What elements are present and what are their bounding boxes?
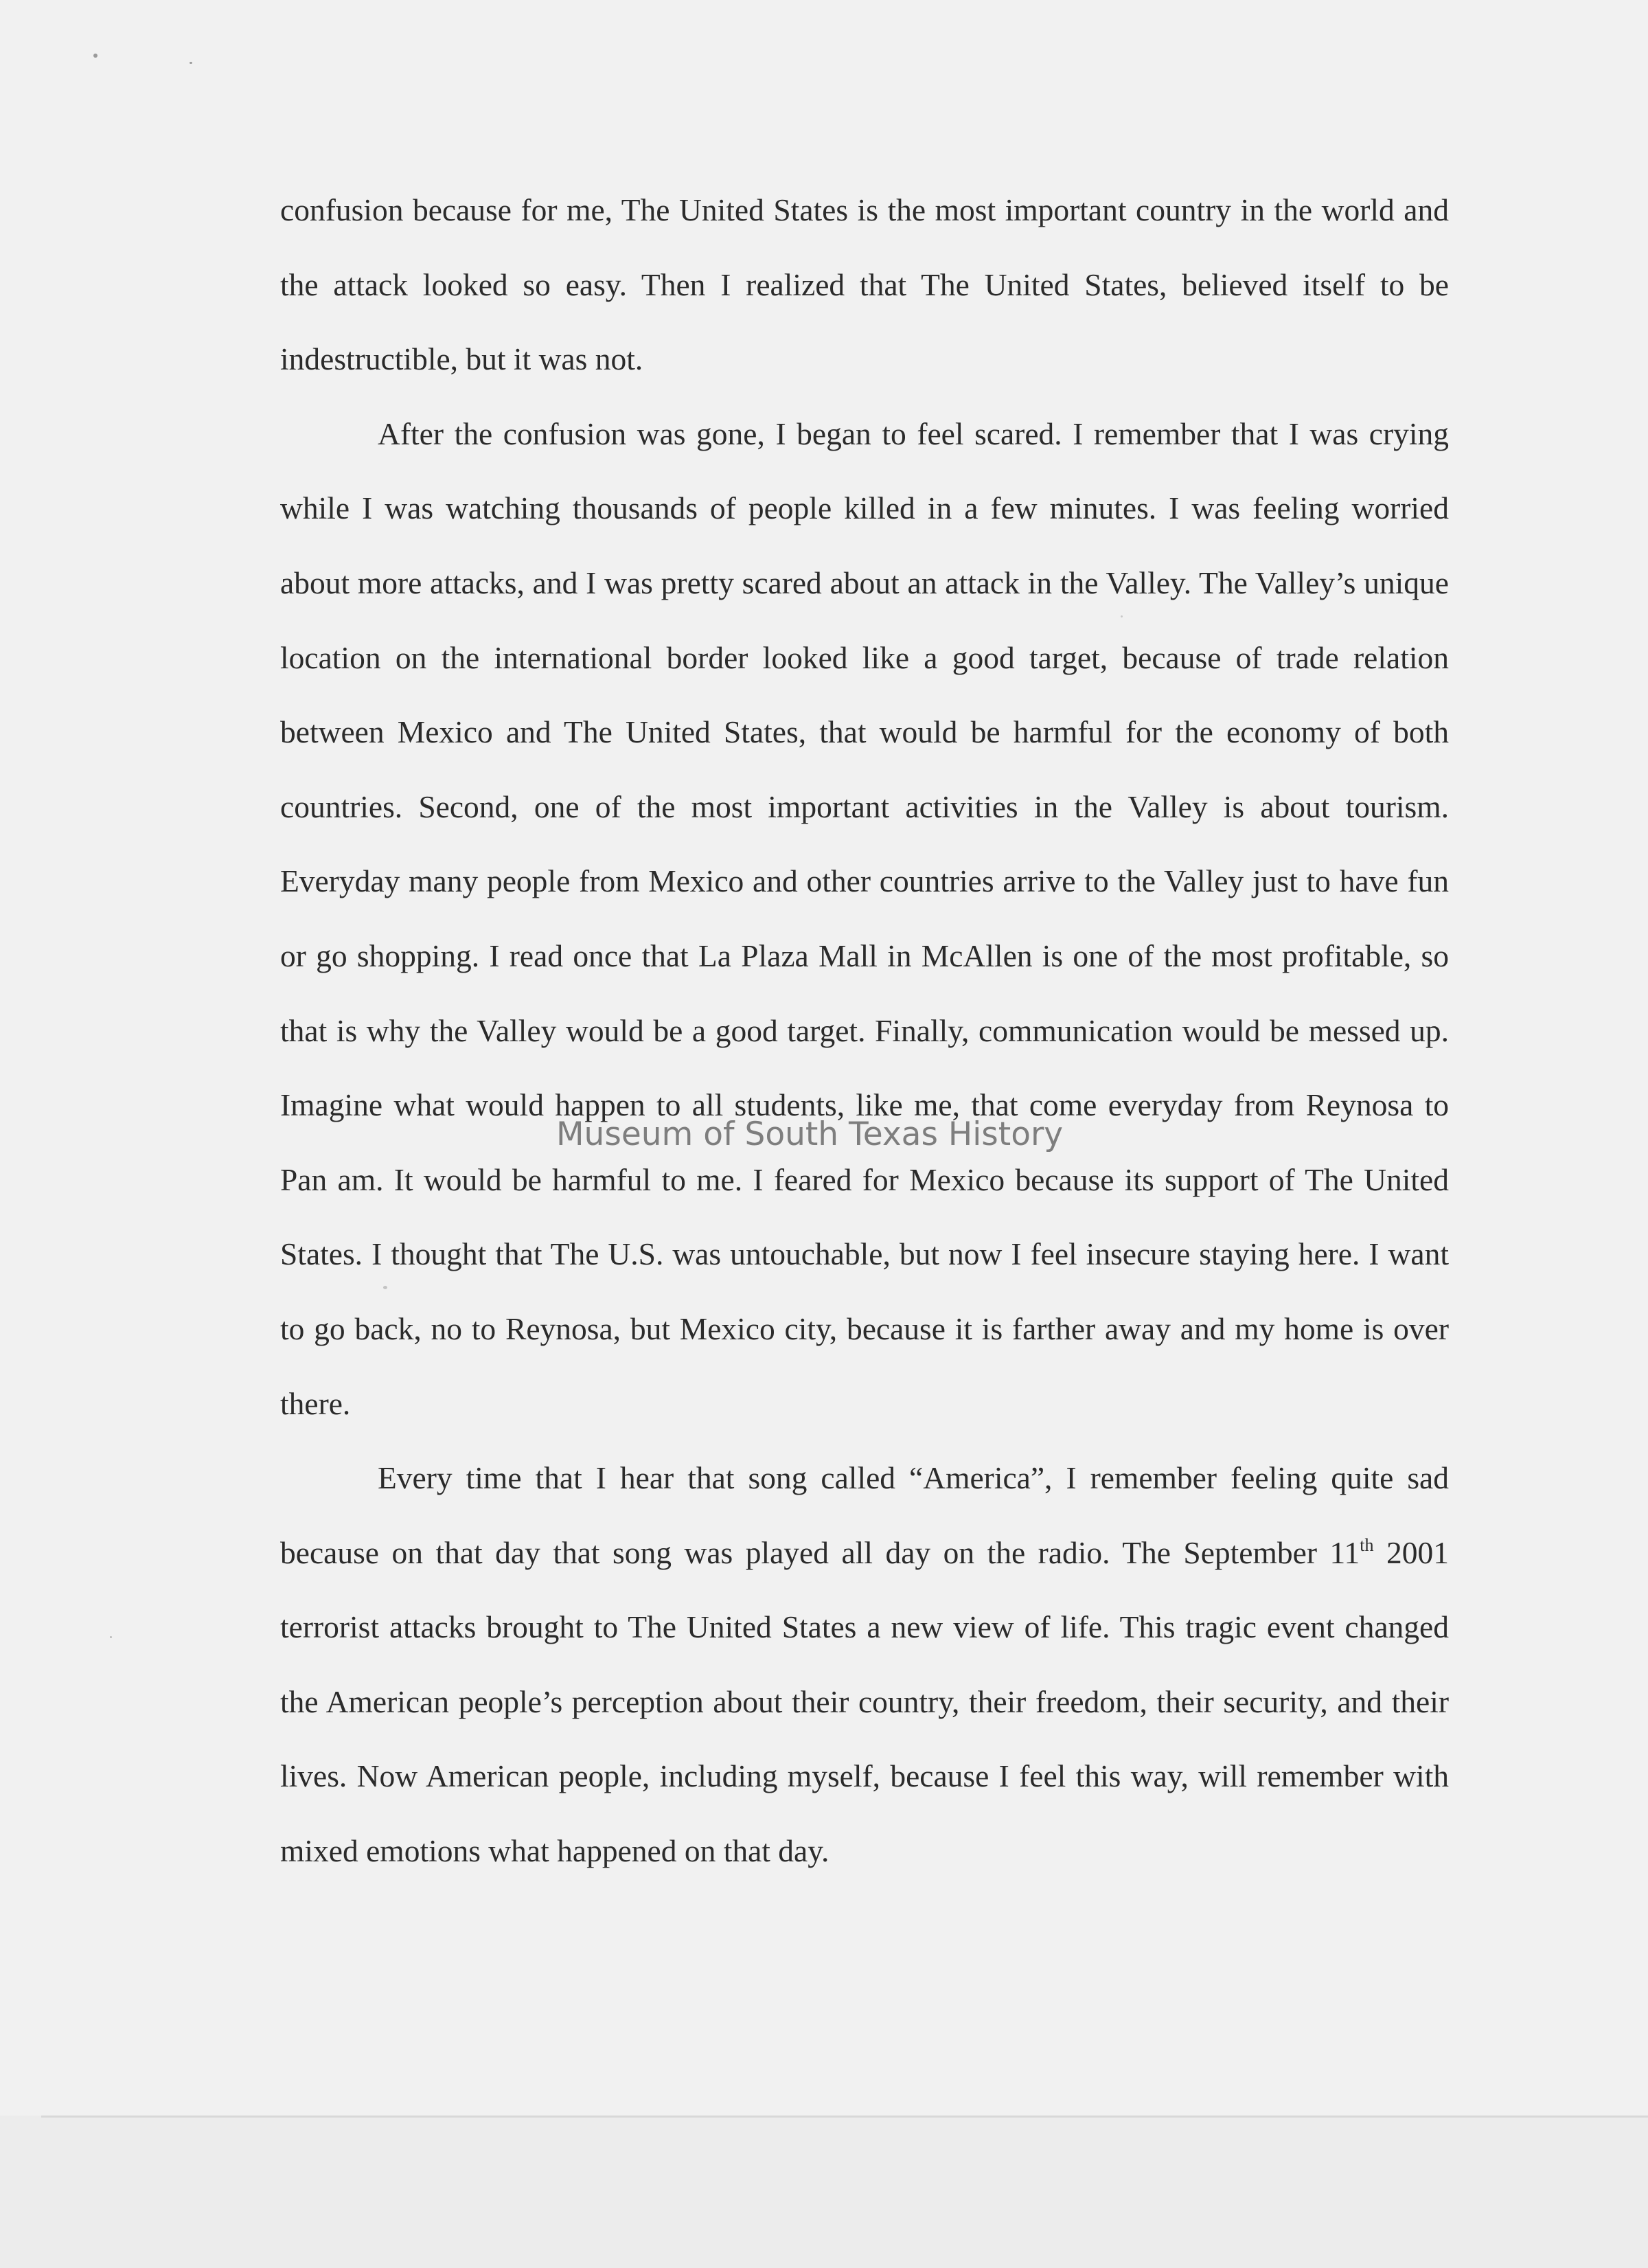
paragraph-conclusion-part-1: Every time that I hear that song called “America”, I remember feeling quite sad because on that day that song was played all day on the radio. The September 11 (280, 1460, 1449, 1570)
ordinal-suffix: th (1360, 1534, 1374, 1555)
paragraph-continuation: confusion because for me, The United States is the most important country in the world and the attack looked so easy. Then I realized that The United States, believed itself to be indestructible, but it was not. (280, 192, 1449, 377)
paragraph-scared: After the confusion was gone, I began to feel scared. I remember that I was crying while I was watching thousands of people killed in a few minutes. I was feeling worried about more attacks, and I was pretty scared about an attack in the Valley. The Valley’s unique location on the international border looked like a good target, because of trade relation between Mexico and The United States, that would be harmful for the economy of both countries. Second, one of the most important activities in the Valley is about tourism. Everyday many people from Mexico and other countries arrive to the Valley just to have fun or go shopping. I read once that La Plaza Mall in McAllen is one of the most profitable, so that is why the Valley would be a good target. Finally, communication would be messed up. Imagine what would happen to all students, like me, that come everyday from Reynosa to Pan am. It would be harmful to me. I feared for Mexico because its support of The United States. I thought that The U.S. was untouchable, but now I feel insecure staying here. I want to go back, no to Reynosa, but Mexico city, because it is farther away and my home is over there. (280, 416, 1449, 1421)
paragraph-conclusion-part-2: 2001 terrorist attacks brought to The United States a new view of life. This tragic event changed the American people’s perception about their country, their freedom, their security, and their lives. Now American people, including myself, because I feel this way, will remember with mixed emotions what happened on that day. (280, 1534, 1450, 1869)
essay-text (280, 173, 1449, 1889)
scan-speck (93, 54, 98, 58)
paragraph-conclusion (280, 1441, 1449, 1889)
paper-bottom-edge (41, 2116, 1648, 2118)
scan-speck (110, 1636, 112, 1638)
scan-speck (190, 62, 192, 64)
museum-watermark: Museum of South Texas History (556, 1115, 1064, 1153)
